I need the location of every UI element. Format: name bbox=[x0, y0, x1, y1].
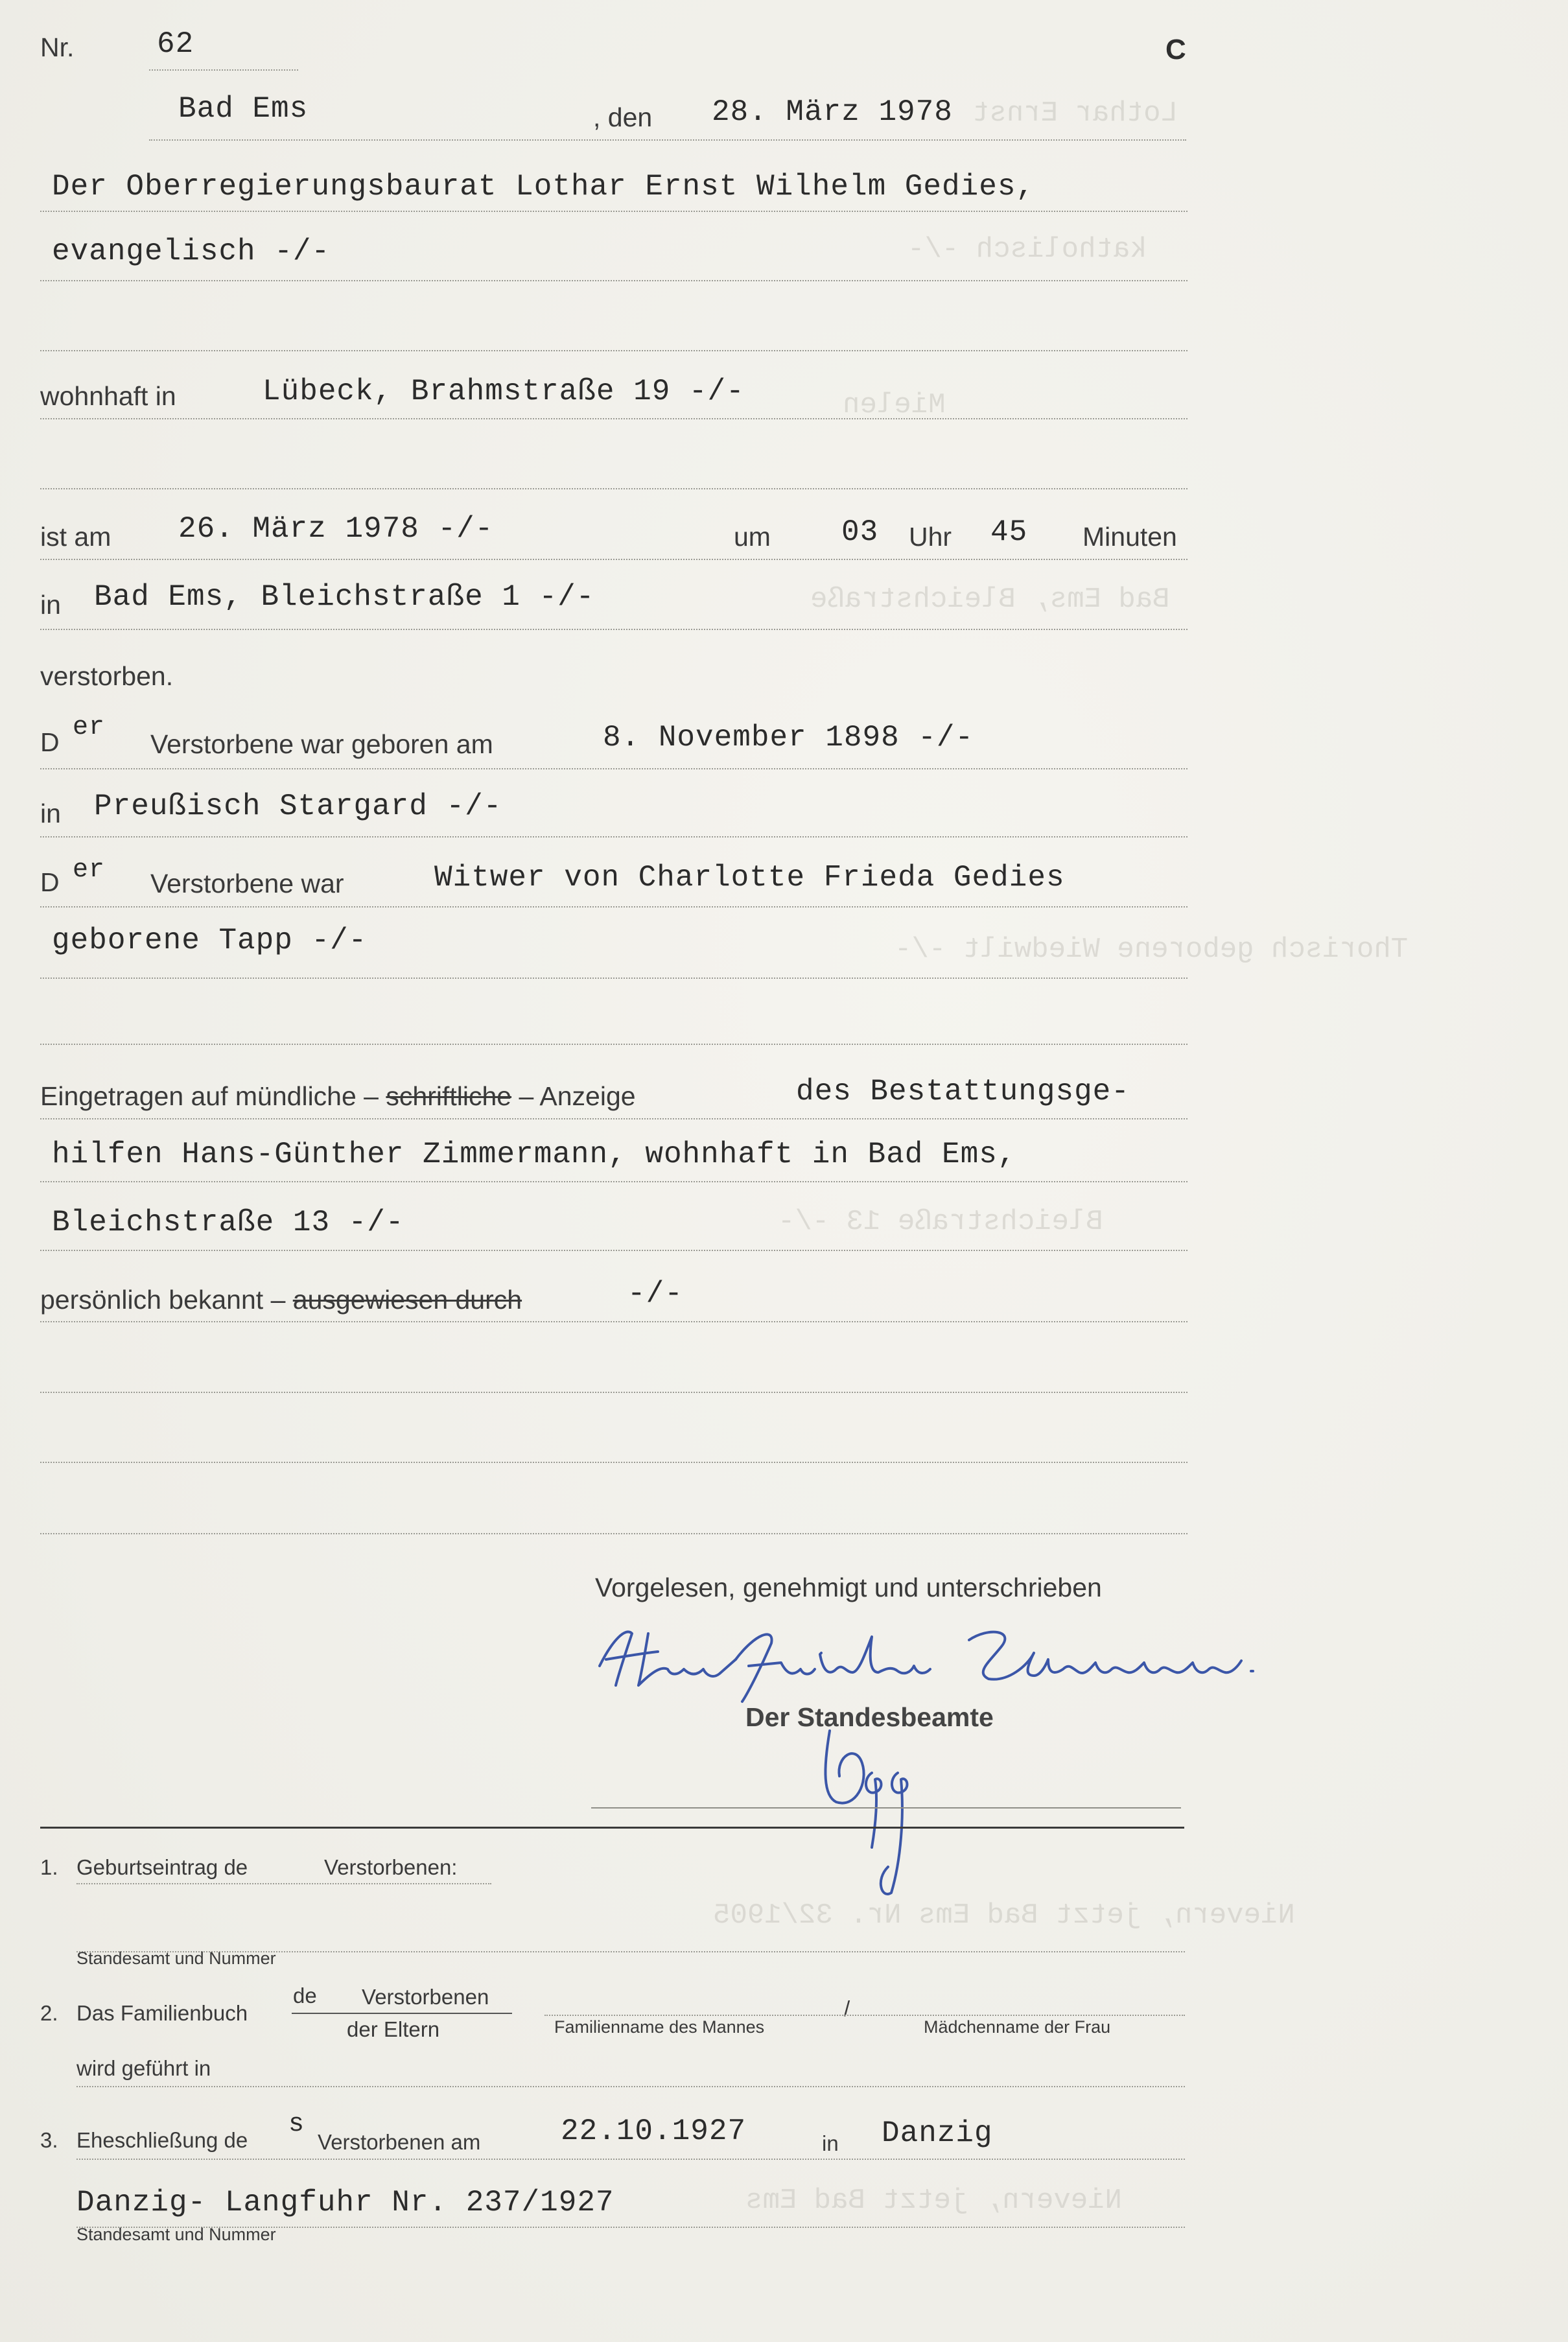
dotted-line bbox=[40, 906, 1188, 908]
um-label: um bbox=[734, 522, 771, 552]
item3-label: Eheschließung de bbox=[76, 2128, 248, 2152]
bleed-through-text: Bleichstraße 13 -/- bbox=[778, 1206, 1103, 1238]
item1-number: 1. bbox=[40, 1855, 58, 1879]
bleed-through-text: Nievern, jetzt Bad Ems bbox=[745, 2184, 1122, 2217]
register-number: 62 bbox=[157, 27, 194, 61]
birth-date: 8. November 1898 -/- bbox=[603, 721, 974, 755]
ist-am-label: ist am bbox=[40, 522, 111, 552]
uhr-label: Uhr bbox=[909, 522, 952, 552]
dotted-line bbox=[76, 2159, 1185, 2160]
dotted-line bbox=[40, 1392, 1188, 1393]
dotted-line bbox=[40, 1533, 1188, 1534]
status-d-prefix: D bbox=[40, 867, 60, 897]
bleed-through-text: katholisch -/- bbox=[907, 233, 1147, 266]
status-er-suffix: er bbox=[73, 856, 106, 885]
informant-line2: hilfen Hans-Günther Zimmermann, wohnhaft in Bad Ems, bbox=[52, 1138, 1016, 1171]
footer-divider bbox=[40, 1827, 1184, 1829]
dotted-line bbox=[40, 1462, 1188, 1463]
bleed-through-text: Nievern, jetzt Bad Ems Nr. 32/1905 bbox=[713, 1899, 1295, 1932]
dotted-line bbox=[40, 768, 1188, 769]
birth-place: Preußisch Stargard -/- bbox=[94, 790, 502, 823]
standesamt-label: Standesamt und Nummer bbox=[76, 1949, 276, 1968]
birth-label: Verstorbene war geboren am bbox=[150, 729, 493, 759]
informant-line1: des Bestattungsge- bbox=[796, 1075, 1130, 1108]
item2-label: Das Familienbuch bbox=[76, 2001, 248, 2025]
dotted-line bbox=[40, 350, 1188, 351]
item3-label2: Verstorbenen am bbox=[318, 2130, 481, 2154]
birth-in-label: in bbox=[40, 799, 61, 828]
dotted-line bbox=[76, 2086, 1185, 2087]
bleed-through-text: Lothar Ernst bbox=[972, 97, 1178, 130]
item2-slash: / bbox=[844, 1997, 850, 2020]
familienname-label: Familienname des Mannes bbox=[554, 2017, 765, 2037]
marriage-registry: Danzig- Langfuhr Nr. 237/1927 bbox=[76, 2186, 614, 2219]
dotted-line bbox=[40, 559, 1188, 560]
dotted-line bbox=[40, 1250, 1188, 1251]
bleed-through-text: Thorisch geborene Wiedwilt -/- bbox=[895, 933, 1409, 966]
death-hour: 03 bbox=[841, 515, 879, 549]
nr-label: Nr. bbox=[40, 32, 75, 62]
marriage-date: 22.10.1927 bbox=[561, 2114, 747, 2148]
read-approved-signed: Vorgelesen, genehmigt und unterschrieben bbox=[595, 1573, 1102, 1602]
wird-gefuehrt-label: wird geführt in bbox=[76, 2056, 211, 2080]
dotted-line bbox=[149, 69, 298, 71]
birth-er-suffix: er bbox=[73, 713, 106, 742]
bleed-through-text: Mielen bbox=[843, 389, 946, 421]
item3-in-label: in bbox=[822, 2131, 839, 2155]
dotted-line bbox=[40, 836, 1188, 837]
marriage-place: Danzig bbox=[882, 2116, 993, 2150]
dotted-line bbox=[544, 2015, 1185, 2016]
dotted-line bbox=[40, 211, 1188, 212]
registration-label-pre: Eingetragen auf mündliche – bbox=[40, 1081, 379, 1111]
marital-status-line2: geborene Tapp -/- bbox=[52, 924, 368, 957]
item3-s-suffix: s bbox=[288, 2110, 305, 2139]
registration-label bbox=[40, 1081, 636, 1112]
minuten-label: Minuten bbox=[1082, 522, 1177, 552]
maedchenname-label: Mädchenname der Frau bbox=[924, 2017, 1111, 2037]
dotted-line bbox=[40, 1321, 1188, 1322]
death-date: 26. März 1978 -/- bbox=[178, 512, 494, 546]
death-place: Bad Ems, Bleichstraße 1 -/- bbox=[94, 580, 595, 614]
item1-value: Verstorbenen: bbox=[324, 1855, 458, 1879]
dotted-line bbox=[40, 280, 1188, 281]
official-title: Der Standesbeamte bbox=[745, 1702, 994, 1732]
residence-label: wohnhaft in bbox=[40, 381, 176, 411]
dotted-line bbox=[40, 418, 1188, 419]
registration-label-post: – Anzeige bbox=[519, 1081, 636, 1111]
item2-top-option: Verstorbenen bbox=[362, 1985, 489, 2009]
deceased-name-line: Der Oberregierungsbaurat Lothar Ernst Wilhelm Gedies, bbox=[52, 170, 1035, 204]
in-label: in bbox=[40, 590, 61, 620]
identity-value: -/- bbox=[627, 1277, 683, 1311]
bleed-through-text: Bad Ems, Bleichstraße bbox=[810, 583, 1170, 616]
identity-label-pre: persönlich bekannt – bbox=[40, 1285, 286, 1315]
fraction-line bbox=[292, 2013, 512, 2014]
standesamt-label-2: Standesamt und Nummer bbox=[76, 2225, 276, 2244]
identity-label bbox=[40, 1285, 522, 1315]
corner-letter: C bbox=[1165, 34, 1186, 65]
place-of-registration: Bad Ems bbox=[178, 92, 309, 126]
official-initials bbox=[810, 1718, 953, 1906]
residence-value: Lübeck, Brahmstraße 19 -/- bbox=[263, 375, 745, 408]
item2-de: de bbox=[293, 1984, 317, 2008]
status-label: Verstorbene war bbox=[150, 869, 344, 898]
item2-bottom-option: der Eltern bbox=[347, 2017, 440, 2041]
dotted-line bbox=[40, 1118, 1188, 1119]
identity-label-struck: ausgewiesen durch bbox=[292, 1285, 522, 1315]
dotted-line bbox=[40, 1044, 1188, 1045]
dotted-line bbox=[40, 978, 1188, 979]
birth-d-prefix: D bbox=[40, 727, 60, 757]
item2-number: 2. bbox=[40, 2001, 58, 2025]
item3-number: 3. bbox=[40, 2128, 58, 2152]
dotted-line bbox=[40, 488, 1188, 489]
signature-line bbox=[591, 1807, 1181, 1809]
item1-label: Geburtseintrag de bbox=[76, 1855, 248, 1879]
registration-date: 28. März 1978 bbox=[712, 95, 953, 129]
informant-line3: Bleichstraße 13 -/- bbox=[52, 1206, 404, 1239]
informant-signature bbox=[587, 1614, 1261, 1705]
registration-label-struck: schriftliche bbox=[386, 1081, 512, 1111]
marital-status-line1: Witwer von Charlotte Frieda Gedies bbox=[434, 861, 1065, 895]
den-label: , den bbox=[593, 102, 653, 132]
dotted-line bbox=[76, 1883, 491, 1884]
deceased-religion: evangelisch -/- bbox=[52, 235, 331, 268]
dotted-line bbox=[40, 629, 1188, 630]
dotted-line bbox=[40, 1181, 1188, 1182]
death-minutes: 45 bbox=[990, 515, 1028, 549]
verstorben-label: verstorben. bbox=[40, 661, 174, 691]
dotted-line bbox=[149, 139, 1186, 141]
